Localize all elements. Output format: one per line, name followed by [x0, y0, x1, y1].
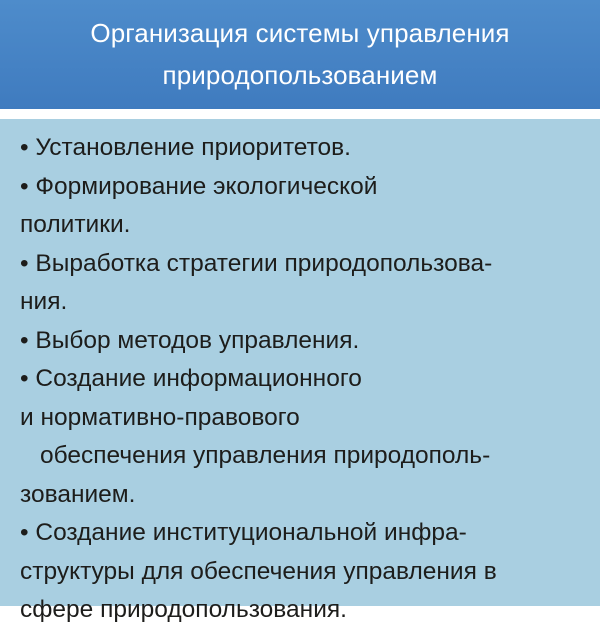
list-line: ния. — [20, 288, 68, 315]
list-line: • Формирование экологической — [20, 172, 378, 200]
divider-gap — [0, 109, 600, 119]
list-line: обеспечения управления природополь- — [40, 442, 491, 469]
list-line: структуры для обеспечения управления в — [20, 557, 497, 585]
list-line: и нормативно-правового — [20, 403, 300, 431]
list-line: • Создание институциональной инфра- — [20, 519, 467, 546]
title-line-2: природопользованием — [162, 60, 438, 90]
list-line: • Создание информационного — [20, 365, 362, 392]
list-line: • Выбор методов управления. — [20, 326, 360, 354]
list-line: политики. — [20, 211, 131, 238]
title-line-1: Организация системы управления — [90, 18, 510, 48]
header-panel — [0, 0, 600, 109]
list-line: • Установление приоритетов. — [20, 134, 351, 161]
list-line: зованием. — [20, 480, 136, 508]
list-line: сфере природопользования. — [20, 596, 347, 623]
content-panel — [0, 119, 600, 623]
list-line: • Выработка стратегии природопользова- — [20, 249, 493, 277]
